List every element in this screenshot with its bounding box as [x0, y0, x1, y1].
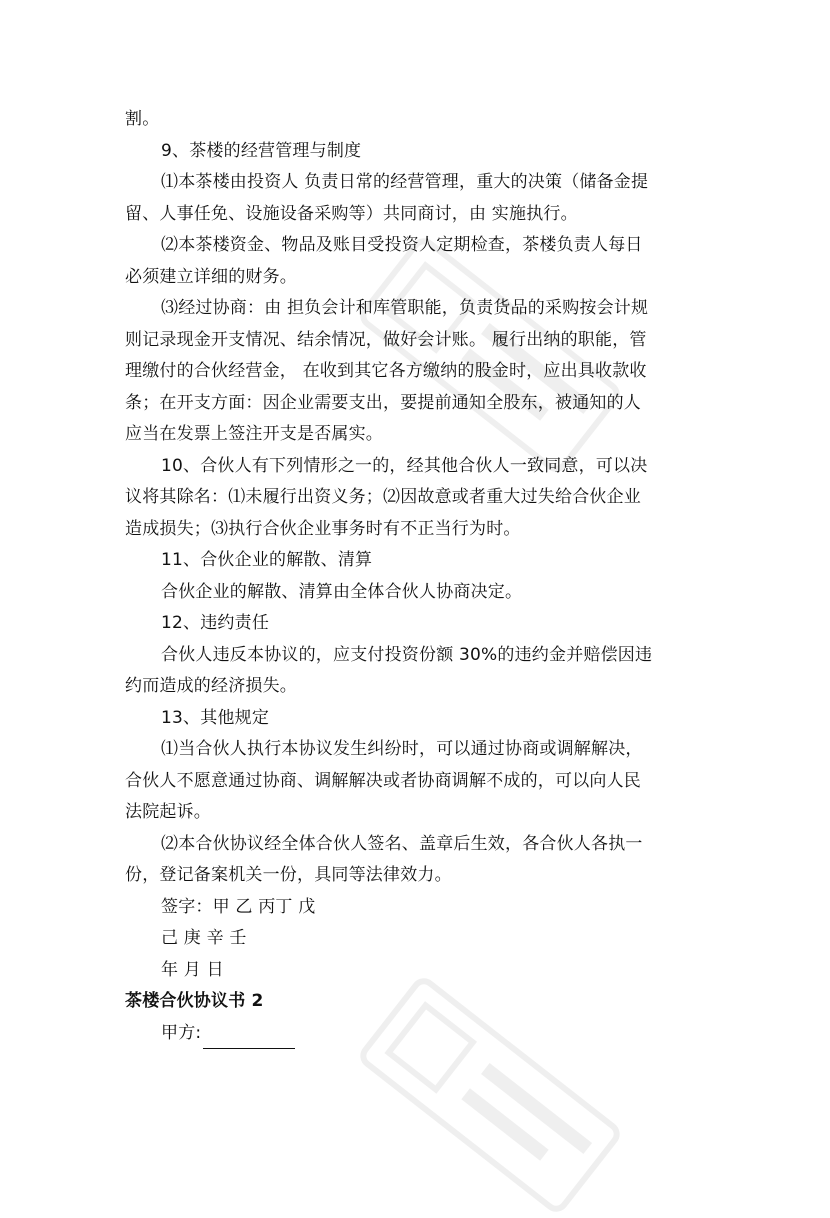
text-line: 条；在开支方面：因企业需要支出，要提前通知全股东，被通知的人 — [125, 392, 641, 413]
text-line: ⑴当合伙人执行本协议发生纠纷时，可以通过协商或调解解决， — [161, 739, 643, 759]
text-line: 签字：甲 乙 丙丁 戊 — [161, 896, 316, 917]
text-line: 合伙人违反本协议的，应支付投资份额 30%的违约金并赔偿因违 — [161, 644, 653, 665]
text-line: 10、合伙人有下列情形之一的，经其他合伙人一致同意，可以决 — [161, 455, 648, 476]
party-a-blank-field — [203, 1028, 295, 1049]
text-line: 法院起诉。 — [125, 802, 211, 822]
text-line: ⑴本茶楼由投资人 负责日常的经营管理，重大的决策（储备金提 — [161, 172, 649, 192]
party-a-label: 甲方: — [161, 1022, 202, 1043]
text-line: 合伙企业的解散、清算由全体合伙人协商决定。 — [161, 581, 523, 602]
text-line: ⑶经过协商：由 担负会计和库管职能，负责货品的采购按会计规 — [161, 298, 649, 318]
text-line: 议将其除名：⑴未履行出资义务；⑵因故意或者重大过失给合伙企业 — [125, 487, 641, 507]
text-line: 12、违约责任 — [161, 613, 270, 633]
document-body — [125, 104, 710, 1049]
text-line: 割。 — [125, 109, 160, 129]
text-line: 留、人事任免、设施设备采购等）共同商讨，由 实施执行。 — [125, 203, 578, 224]
text-line: 则记录现金开支情况、结余情况，做好会计账。 履行出纳的职能，管 — [125, 329, 647, 350]
text-line: 必须建立详细的财务。 — [125, 266, 297, 287]
text-line: 年 月 日 — [161, 959, 224, 980]
text-line: 理缴付的合伙经营金， 在收到其它各方缴纳的股金时，应出具收款收 — [125, 361, 647, 381]
text-line: 份，登记备案机关一份，具同等法律效力。 — [125, 865, 452, 885]
party-a-line — [125, 1018, 710, 1050]
text-line: ⑵本合伙协议经全体合伙人签名、盖章后生效，各合伙人各执一 — [161, 833, 643, 854]
text-line: 己 庚 辛 壬 — [161, 928, 247, 948]
text-line: ⑵本茶楼资金、物品及账目受投资人定期检查，茶楼负责人每日 — [161, 235, 643, 255]
text-line: 应当在发票上签注开支是否属实。 — [125, 424, 383, 444]
text-line: 11、合伙企业的解散、清算 — [161, 550, 373, 570]
text-line: 13、其他规定 — [161, 707, 270, 728]
section-heading: 茶楼合伙协议书 2 — [125, 991, 264, 1011]
text-line: 合伙人不愿意通过协商、调解解决或者协商调解不成的，可以向人民 — [125, 770, 641, 791]
text-line: 约而造成的经济损失。 — [125, 676, 297, 696]
text-line: 9、茶楼的经营管理与制度 — [161, 140, 362, 161]
text-line: 造成损失；⑶执行合伙企业事务时有不正当行为时。 — [125, 518, 521, 539]
